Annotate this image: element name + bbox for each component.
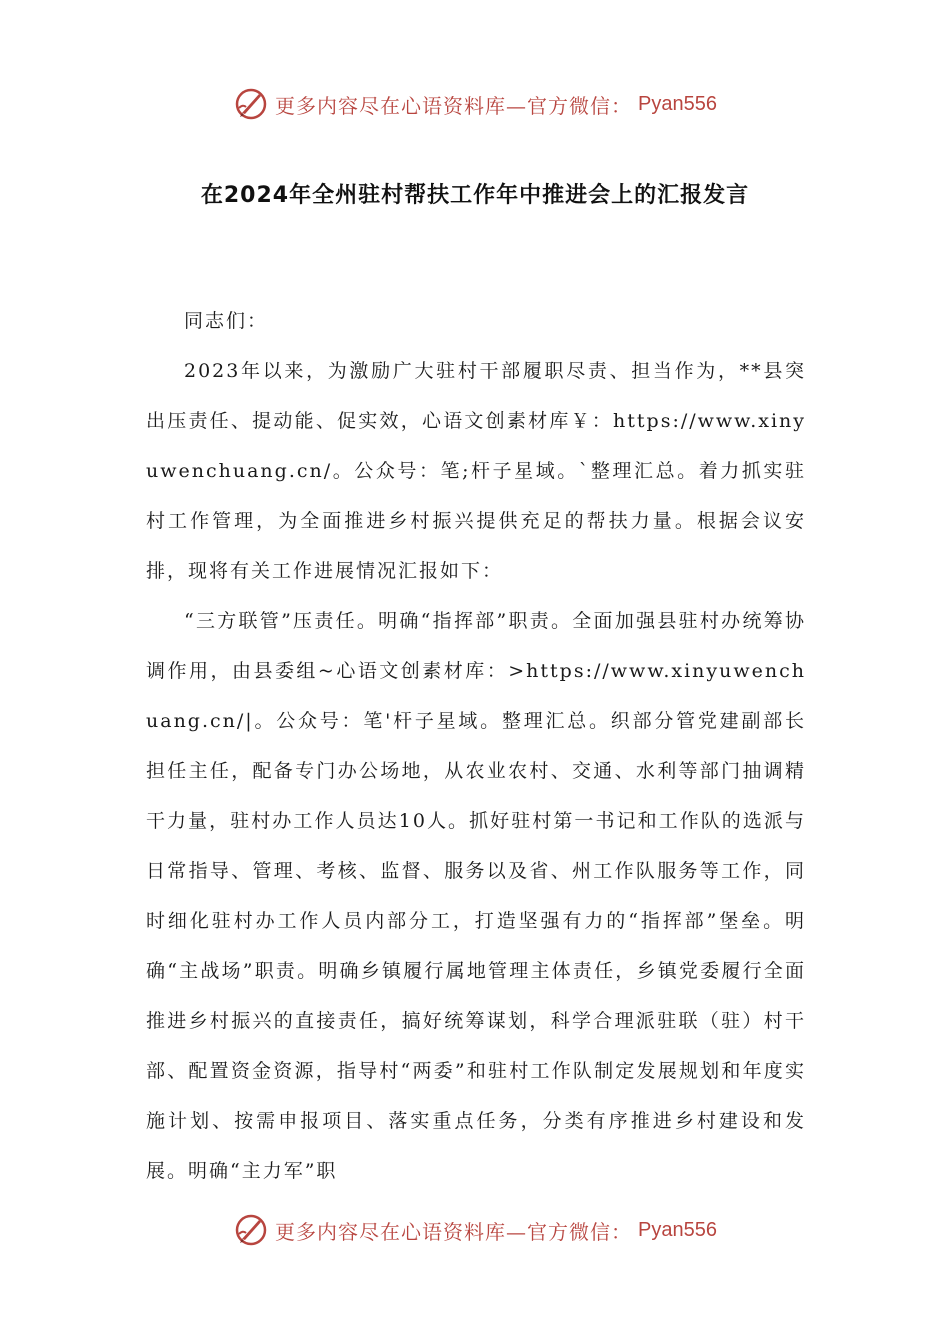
document-title: 在2024年全州驻村帮扶工作年中推进会上的汇报发言 bbox=[200, 183, 750, 208]
header-watermark bbox=[0, 82, 950, 126]
document-body bbox=[146, 296, 806, 1196]
quill-logo-icon bbox=[233, 86, 269, 122]
paragraph: 2023年以来，为激励广大驻村干部履职尽责、担当作为，**县突出压责任、提动能、促实效，心语文创素材库￥：https://www.xinyuwenchuang.cn/。公众号：笔;杆子星域。`整理汇总。着力抓实驻村工作管理，为全面推进乡村振兴提供充足的帮扶力量。根据会议安排，现将有关工作进展情况汇报如下： bbox=[146, 360, 806, 582]
watermark-text: 更多内容尽在心语资料库—官方微信： bbox=[275, 1219, 633, 1244]
watermark-wechat-id: Pyan556 bbox=[638, 1218, 717, 1241]
footer-watermark bbox=[0, 1208, 950, 1252]
watermark-text: 更多内容尽在心语资料库—官方微信： bbox=[275, 93, 633, 118]
quill-logo-icon bbox=[233, 1212, 269, 1248]
watermark-wechat-id: Pyan556 bbox=[638, 92, 717, 115]
salutation: 同志们： bbox=[184, 310, 269, 332]
paragraph: “三方联管”压责任。明确“指挥部”职责。全面加强县驻村办统筹协调作用，由县委组~心语文创素材库：>https://www.xinyuwenchuang.cn/|。公众号：笔'杆子星域。整理汇总。织部分管党建副部长担任主任，配备专门办公场地，从农业农村、交通、水利等部门抽调精干力量，驻村办工作人员达10人。抓好驻村第一书记和工作队的选派与日常指导、管理、考核、监督、服务以及省、州工作队服务等工作，同时细化驻村办工作人员内部分工，打造坚强有力的“指挥部”堡垒。明确“主战场”职责。明确乡镇履行属地管理主体责任，乡镇党委履行全面推进乡村振兴的直接责任，搞好统筹谋划，科学合理派驻联（驻）村干部、配置资金资源，指导村“两委”和驻村工作队制定发展规划和年度实施计划、按需申报项目、落实重点任务，分类有序推进乡村建设和发展。明确“主力军”职 bbox=[146, 610, 806, 1182]
